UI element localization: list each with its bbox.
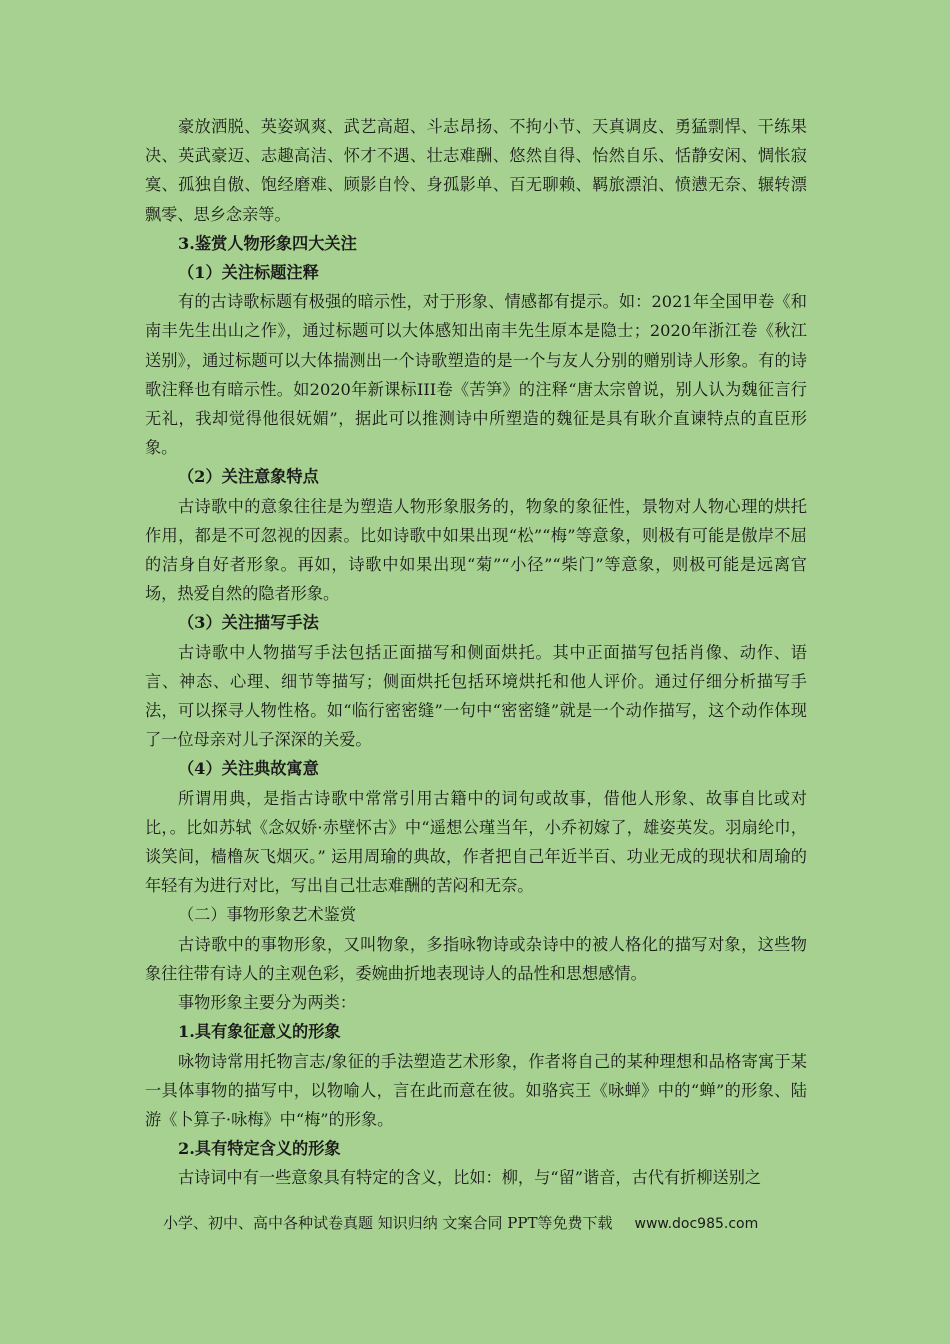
subsection-heading: （1）关注标题注释 [178, 263, 319, 283]
subsection-heading: （3）关注描写手法 [178, 613, 319, 633]
paragraph: 事物形象主要分为两类： [178, 993, 357, 1013]
section-heading: （二）事物形象艺术鉴赏 [178, 905, 357, 925]
document-body [145, 112, 807, 1193]
footer-site-link[interactable]: www.doc985.com [634, 1216, 759, 1232]
paragraph: 咏物诗常用托物言志/象征的手法塑造艺术形象，作者将自己的某种理想和品格寄寓于某一具体事物的描写中，以物喻人，言在此而意在彼。如骆宾王《咏蝉》中的“蝉”的形象、陆游《卜算子·咏梅》中“梅”的形象。 [145, 1051, 807, 1129]
footer-text: 小学、初中、高中各种试卷真题 知识归纳 文案合同 PPT等免费下载 [163, 1214, 613, 1232]
subsection-heading: 1.具有象征意义的形象 [178, 1022, 341, 1042]
subsection-heading: （2）关注意象特点 [178, 467, 319, 487]
paragraph: 古诗歌中的意象往往是为塑造人物形象服务的，物象的象征性，景物对人物心理的烘托作用，都是不可忽视的因素。比如诗歌中如果出现“松”“梅”等意象，则极有可能是傲岸不屈的洁身自好者形象。再如，诗歌中如果出现“菊”“小径”“柴门”等意象，则极可能是远离官场，热爱自然的隐者形象。 [145, 496, 807, 604]
paragraph: 豪放洒脱、英姿飒爽、武艺高超、斗志昂扬、不拘小节、天真调皮、勇猛剽悍、干练果决、英武豪迈、志趣高洁、怀才不遇、壮志难酬、悠然自得、怡然自乐、恬静安闲、惆怅寂寞、孤独自傲、饱经磨难、顾影自怜、身孤影单、百无聊赖、羁旅漂泊、愤懑无奈、辗转漂飘零、思乡念亲等。 [145, 117, 807, 224]
paragraph: 所谓用典，是指古诗歌中常常引用古籍中的词句或故事，借他人形象、故事自比或对比，。比如苏轼《念奴娇·赤壁怀古》中“遥想公瑾当年，小乔初嫁了，雄姿英发。羽扇纶巾，谈笑间，樯橹灰飞烟灭。” 运用周瑜的典故，作者把自己年近半百、功业无成的现状和周瑜的年轻有为进行对比，写出自己壮志难酬的苦闷和无奈。 [145, 788, 807, 896]
page-footer [163, 1211, 803, 1236]
paragraph: 古诗歌中的事物形象，又叫物象，多指咏物诗或杂诗中的被人格化的描写对象，这些物象往往带有诗人的主观色彩，委婉曲折地表现诗人的品性和思想感情。 [145, 934, 807, 983]
section-heading: 3.鉴赏人物形象四大关注 [178, 233, 357, 253]
paragraph: 古诗词中有一些意象具有特定的含义，比如：柳，与“留”谐音，古代有折柳送别之 [178, 1168, 762, 1188]
subsection-heading: 2.具有特定含义的形象 [178, 1139, 341, 1159]
subsection-heading: （4）关注典故寓意 [178, 759, 319, 779]
paragraph: 有的古诗歌标题有极强的暗示性，对于形象、情感都有提示。如：2021年全国甲卷《和南丰先生出山之作》，通过标题可以大体感知出南丰先生原本是隐士；2020年浙江卷《秋江送别》，通过标题可以大体揣测出一个诗歌塑造的是一个与友人分别的赠别诗人形象。有的诗歌注释也有暗示性。如2020年新课标III卷《苦笋》的注释“唐太宗曾说，别人认为魏征言行无礼，我却觉得他很妩媚”，据此可以推测诗中所塑造的魏征是具有耿介直谏特点的直臣形象。 [145, 292, 807, 458]
paragraph: 古诗歌中人物描写手法包括正面描写和侧面烘托。其中正面描写包括肖像、动作、语言、神态、心理、细节等描写；侧面烘托包括环境烘托和他人评价。通过仔细分析描写手法，可以探寻人物性格。如“临行密密缝”一句中“密密缝”就是一个动作描写，这个动作体现了一位母亲对儿子深深的关爱。 [145, 642, 807, 750]
